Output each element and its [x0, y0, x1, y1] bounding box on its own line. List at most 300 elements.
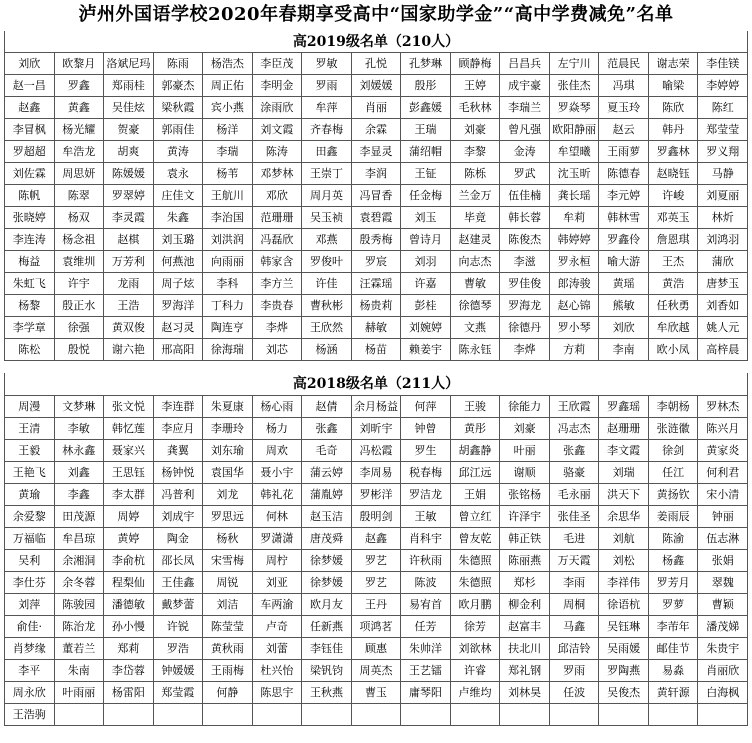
name-cell: 余月杨益: [351, 396, 401, 418]
table-row: [5, 638, 748, 660]
name-cell: 罗生: [401, 440, 451, 462]
name-cell: [203, 704, 253, 726]
name-cell: 徐芳: [450, 616, 500, 638]
name-cell: 徐语杭: [599, 594, 649, 616]
name-cell: 李烨: [500, 339, 550, 361]
name-cell: 赵鑫: [351, 528, 401, 550]
name-cell: 王雨梅: [203, 660, 253, 682]
name-cell: 杨光耀: [54, 119, 104, 141]
table-row: [5, 97, 748, 119]
table-row: [5, 572, 748, 594]
name-cell: 徐梦媛: [302, 550, 352, 572]
name-cell: 王骏: [450, 396, 500, 418]
name-cell: 杨涵: [302, 339, 352, 361]
name-cell: [54, 704, 104, 726]
name-cell: 车两渝: [252, 594, 302, 616]
name-cell: 韩丹: [648, 119, 698, 141]
name-cell: 蒲欣: [698, 251, 748, 273]
name-cell: 林永鑫: [54, 440, 104, 462]
name-cell: 任新燕: [302, 616, 352, 638]
name-cell: 李俞杭: [104, 550, 154, 572]
name-cell: 冯冒香: [351, 185, 401, 207]
name-cell: 杨洋: [203, 119, 253, 141]
name-cell: 孔悦: [351, 53, 401, 75]
name-cell: 曹颖: [698, 594, 748, 616]
name-cell: 吴俊杰: [599, 682, 649, 704]
name-cell: 张佳圣: [549, 506, 599, 528]
name-cell: 朱鑫: [153, 207, 203, 229]
name-cell: 陈思宇: [252, 682, 302, 704]
name-cell: 黄婷: [104, 528, 154, 550]
table-row: [5, 506, 748, 528]
name-cell: 陈栎: [450, 163, 500, 185]
name-cell: 黄秋雨: [203, 638, 253, 660]
name-cell: 欧阳静丽: [549, 119, 599, 141]
section-heading-2018: 高2018级名单（211人）: [4, 373, 748, 395]
name-cell: 毛永丽: [549, 484, 599, 506]
name-cell: 韩礼花: [252, 484, 302, 506]
name-cell: 李润: [351, 163, 401, 185]
name-cell: 罗武: [500, 163, 550, 185]
name-cell: 蒲云婷: [302, 462, 352, 484]
name-cell: 罗敏: [302, 53, 352, 75]
name-cell: 徐德琴: [450, 295, 500, 317]
name-cell: 胡爽: [104, 141, 154, 163]
name-cell: 刘玉: [401, 207, 451, 229]
name-cell: 陈俊杰: [500, 229, 550, 251]
name-cell: 彭鑫媛: [401, 97, 451, 119]
table-row: [5, 273, 748, 295]
name-cell: [648, 704, 698, 726]
name-cell: 邱江远: [450, 462, 500, 484]
name-cell: [302, 704, 352, 726]
name-cell: 卢奇: [252, 616, 302, 638]
name-cell: 郑杉: [500, 572, 550, 594]
name-cell: 龚翼: [153, 440, 203, 462]
name-cell: 李敏: [54, 418, 104, 440]
name-cell: 罗焱琴: [549, 97, 599, 119]
name-cell: 洛斌尼玛: [104, 53, 154, 75]
name-cell: 李连涛: [5, 229, 55, 251]
name-cell: 梅益: [5, 251, 55, 273]
table-row: [5, 682, 748, 704]
name-cell: 李珊玲: [203, 418, 253, 440]
name-cell: 万福临: [5, 528, 55, 550]
name-cell: 王艳飞: [5, 462, 55, 484]
name-cell: 刘蕾: [252, 638, 302, 660]
name-cell: 赵鑫: [5, 97, 55, 119]
table-row: [5, 339, 748, 361]
table-row: [5, 594, 748, 616]
name-cell: 朱贵宇: [698, 638, 748, 660]
name-cell: 王婷: [450, 75, 500, 97]
name-cell: 龚长瑶: [549, 185, 599, 207]
name-cell: 李烨: [252, 317, 302, 339]
name-cell: 王艺镭: [401, 660, 451, 682]
name-cell: 周欢: [252, 440, 302, 462]
name-cell: 翠魏: [698, 572, 748, 594]
name-cell: 冯普利: [153, 484, 203, 506]
name-cell: 冯琪: [599, 75, 649, 97]
name-cell: 刘成宇: [153, 506, 203, 528]
name-cell: 顾静梅: [450, 53, 500, 75]
name-cell: 白海枫: [698, 682, 748, 704]
name-cell: 谢志荣: [648, 53, 698, 75]
name-cell: 钟丽: [698, 506, 748, 528]
name-cell: 项鸿茗: [351, 616, 401, 638]
name-cell: 罗彬洋: [351, 484, 401, 506]
name-cell: 钟媛媛: [153, 660, 203, 682]
name-cell: 罗小琴: [549, 317, 599, 339]
name-cell: 郑莉: [104, 638, 154, 660]
name-cell: 李钰佳: [302, 638, 352, 660]
name-cell: 杨钟悦: [153, 462, 203, 484]
name-cell: 朱德照: [450, 572, 500, 594]
name-cell: 杨黎: [5, 295, 55, 317]
table-row: [5, 75, 748, 97]
name-cell: 范珊珊: [252, 207, 302, 229]
name-cell: 成宇豪: [500, 75, 550, 97]
name-cell: 陈兴月: [698, 418, 748, 440]
name-cell: 李朝杨: [648, 396, 698, 418]
name-cell: 王雨萝: [599, 141, 649, 163]
name-cell: 黄瑜: [5, 484, 55, 506]
name-cell: 何燕池: [153, 251, 203, 273]
name-cell: 李平: [5, 660, 55, 682]
name-cell: 杨浩杰: [203, 53, 253, 75]
name-cell: 罗潇潇: [252, 528, 302, 550]
name-cell: 李学章: [5, 317, 55, 339]
name-cell: 李南: [599, 339, 649, 361]
name-cell: 李黎: [450, 141, 500, 163]
name-cell: 何林: [252, 506, 302, 528]
name-cell: 刘萍: [5, 594, 55, 616]
name-cell: 喻梁: [648, 75, 698, 97]
name-cell: [549, 704, 599, 726]
name-cell: 赵倩: [302, 396, 352, 418]
name-cell: 李元婷: [599, 185, 649, 207]
name-cell: 刘昕宇: [351, 418, 401, 440]
name-cell: 郑莹霞: [153, 682, 203, 704]
name-cell: 曾友乾: [450, 528, 500, 550]
name-cell: 肖丽欣: [698, 660, 748, 682]
table-row: [5, 207, 748, 229]
name-cell: 刘航: [599, 528, 649, 550]
name-cell: 刘文霞: [252, 119, 302, 141]
name-cell: 王杰: [648, 251, 698, 273]
name-cell: 张娟: [698, 550, 748, 572]
name-cell: 任江: [648, 462, 698, 484]
name-cell: 庸琴阳: [401, 682, 451, 704]
name-cell: 李仕芬: [5, 572, 55, 594]
name-cell: 汪霖瑶: [351, 273, 401, 295]
name-cell: 陶金: [153, 528, 203, 550]
name-cell: 刘东瑜: [203, 440, 253, 462]
name-cell: 许睿: [450, 660, 500, 682]
name-cell: 罗浩: [153, 638, 203, 660]
name-cell: 夏玉玲: [599, 97, 649, 119]
name-table-2019: [4, 52, 748, 361]
name-cell: 任芳: [401, 616, 451, 638]
name-cell: 孙小慢: [104, 616, 154, 638]
name-cell: 毛秋林: [450, 97, 500, 119]
name-cell: [500, 704, 550, 726]
name-cell: 刘洁: [203, 594, 253, 616]
name-cell: 牟昌琼: [54, 528, 104, 550]
name-cell: 梁秋霞: [153, 97, 203, 119]
name-cell: 李臣茂: [252, 53, 302, 75]
name-cell: 赖姜宇: [401, 339, 451, 361]
name-cell: 冯松霞: [351, 440, 401, 462]
name-cell: 左宁川: [549, 53, 599, 75]
name-cell: 杨苗: [351, 339, 401, 361]
name-cell: 赵云: [599, 119, 649, 141]
name-cell: 李瑞兰: [500, 97, 550, 119]
name-cell: 俞佳·: [5, 616, 55, 638]
name-cell: 罗永桓: [549, 251, 599, 273]
name-cell: 欧月鹏: [450, 594, 500, 616]
name-cell: 柳金利: [500, 594, 550, 616]
name-cell: 殷明剑: [351, 506, 401, 528]
name-cell: 罗宸: [351, 251, 401, 273]
name-cell: 郎涛骏: [549, 273, 599, 295]
name-cell: 黄轩源: [648, 682, 698, 704]
name-cell: 王钲: [401, 163, 451, 185]
name-cell: 周月英: [302, 185, 352, 207]
table-row: [5, 53, 748, 75]
name-cell: 邓梦林: [252, 163, 302, 185]
name-cell: 李佳镁: [698, 53, 748, 75]
name-cell: 殷秀梅: [351, 229, 401, 251]
name-cell: 周英杰: [351, 660, 401, 682]
table-row: [5, 418, 748, 440]
name-cell: 金涛: [500, 141, 550, 163]
name-cell: 曾立红: [450, 506, 500, 528]
name-cell: 赫敏: [351, 317, 401, 339]
name-cell: 罗俊叶: [302, 251, 352, 273]
name-cell: 张鑫: [302, 418, 352, 440]
name-cell: 黄涛: [153, 141, 203, 163]
name-cell: 李方兰: [252, 273, 302, 295]
name-cell: 牟欣越: [648, 317, 698, 339]
name-cell: 欧月友: [302, 594, 352, 616]
name-cell: 袁国华: [203, 462, 253, 484]
name-cell: 韩长蓉: [500, 207, 550, 229]
name-cell: 聂小宇: [252, 462, 302, 484]
name-cell: 范晨民: [599, 53, 649, 75]
name-cell: 李婷婷: [698, 75, 748, 97]
name-cell: 罗鑫: [54, 75, 104, 97]
name-cell: 文燕: [450, 317, 500, 339]
name-cell: 刘夏丽: [698, 185, 748, 207]
name-cell: 袁永: [153, 163, 203, 185]
name-cell: 马静: [698, 163, 748, 185]
name-cell: 王丹: [351, 594, 401, 616]
name-cell: 李岱蓉: [104, 660, 154, 682]
name-cell: 唐茂舜: [302, 528, 352, 550]
name-cell: 李雨: [549, 572, 599, 594]
name-cell: 张铭杨: [500, 484, 550, 506]
name-cell: 陈丽燕: [500, 550, 550, 572]
name-cell: 姜雨辰: [648, 506, 698, 528]
name-cell: 扶北川: [500, 638, 550, 660]
name-cell: 罗义翔: [698, 141, 748, 163]
name-table-2018: [4, 395, 748, 726]
name-cell: 邵长凤: [153, 550, 203, 572]
name-cell: 陈骏园: [54, 594, 104, 616]
name-cell: 陈红: [698, 97, 748, 119]
name-cell: 张文悦: [104, 396, 154, 418]
name-cell: 刘香如: [698, 295, 748, 317]
name-cell: 方莉: [549, 339, 599, 361]
name-cell: 詹恩琪: [648, 229, 698, 251]
name-cell: 欧小凤: [648, 339, 698, 361]
name-cell: 杨念祖: [54, 229, 104, 251]
name-cell: 陈松: [5, 339, 55, 361]
name-cell: 罗萝: [648, 594, 698, 616]
name-cell: 王毅: [5, 440, 55, 462]
name-cell: 向雨丽: [203, 251, 253, 273]
name-cell: 刘欣: [5, 53, 55, 75]
name-cell: 王思钰: [104, 462, 154, 484]
name-cell: 刘佐霖: [5, 163, 55, 185]
name-cell: 陈欣: [648, 97, 698, 119]
name-cell: 罗思远: [203, 506, 253, 528]
name-cell: 陈涛: [252, 141, 302, 163]
name-cell: 李灵霞: [104, 207, 154, 229]
name-cell: 刘玉璐: [153, 229, 203, 251]
name-cell: 罗超超: [5, 141, 55, 163]
name-cell: 周柠: [252, 550, 302, 572]
name-cell: 刘婉婷: [401, 317, 451, 339]
name-cell: 赵建灵: [450, 229, 500, 251]
name-cell: 徐强: [54, 317, 104, 339]
name-cell: 曹秋彬: [302, 295, 352, 317]
name-cell: 李显灵: [351, 141, 401, 163]
name-cell: 曹敏: [450, 273, 500, 295]
name-cell: 罗林杰: [698, 396, 748, 418]
name-cell: 毛进: [549, 528, 599, 550]
section-heading-2019: 高2019级名单（210人）: [4, 31, 748, 53]
name-cell: 肖丽: [351, 97, 401, 119]
name-cell: 余爱黎: [5, 506, 55, 528]
name-cell: 邓欣: [252, 185, 302, 207]
name-cell: 兰金万: [450, 185, 500, 207]
name-cell: 蒲绍帽: [401, 141, 451, 163]
table-row: [5, 119, 748, 141]
name-cell: 叶丽: [500, 440, 550, 462]
table-row: [5, 484, 748, 506]
name-cell: 张晓婷: [5, 207, 55, 229]
name-cell: 牟萍: [302, 97, 352, 119]
name-cell: 杜兴怡: [252, 660, 302, 682]
name-cell: 殷悦: [54, 339, 104, 361]
name-cell: 卢维均: [450, 682, 500, 704]
name-cell: 贺豪: [104, 119, 154, 141]
name-cell: 罗海洋: [153, 295, 203, 317]
name-cell: 聂家兴: [104, 440, 154, 462]
name-cell: 胡鑫静: [450, 440, 500, 462]
name-cell: 杨鑫: [648, 550, 698, 572]
name-cell: 赵棋: [104, 229, 154, 251]
name-cell: [401, 704, 451, 726]
name-cell: 谢六艳: [104, 339, 154, 361]
name-cell: 周正佑: [203, 75, 253, 97]
name-cell: 杨雷阳: [104, 682, 154, 704]
name-cell: 李瑞: [203, 141, 253, 163]
name-cell: 田鑫: [302, 141, 352, 163]
name-cell: 伍志淋: [698, 528, 748, 550]
name-cell: 曾诗月: [401, 229, 451, 251]
name-cell: 罗佳俊: [500, 273, 550, 295]
name-cell: 涂雨欣: [252, 97, 302, 119]
name-cell: 周桐: [549, 594, 599, 616]
name-cell: 王欣然: [302, 317, 352, 339]
name-cell: 袁维圳: [54, 251, 104, 273]
name-cell: 丁科力: [203, 295, 253, 317]
name-cell: 朱夏康: [203, 396, 253, 418]
name-cell: 张佳杰: [549, 75, 599, 97]
name-cell: 齐春梅: [302, 119, 352, 141]
name-cell: 郑礼钢: [500, 660, 550, 682]
name-cell: 罗洁龙: [401, 484, 451, 506]
name-cell: 徐能力: [500, 396, 550, 418]
name-cell: 杨力: [252, 418, 302, 440]
name-cell: 罗雨: [302, 75, 352, 97]
name-cell: 何静: [203, 682, 253, 704]
name-cell: 潘茂娣: [698, 616, 748, 638]
name-cell: 牟浩龙: [54, 141, 104, 163]
name-cell: 刘豪: [450, 119, 500, 141]
name-cell: 黄瑶: [599, 273, 649, 295]
name-cell: 万芳利: [104, 251, 154, 273]
name-cell: 陈媛媛: [104, 163, 154, 185]
name-cell: 牟望曦: [549, 141, 599, 163]
name-cell: 龙雨: [104, 273, 154, 295]
name-cell: 宋雪梅: [203, 550, 253, 572]
table-row: [5, 396, 748, 418]
name-cell: 李文霞: [599, 440, 649, 462]
name-cell: 冯志杰: [549, 418, 599, 440]
table-row: [5, 616, 748, 638]
name-cell: 罗雨: [549, 660, 599, 682]
name-cell: 叶雨丽: [54, 682, 104, 704]
name-cell: 赵富丰: [500, 616, 550, 638]
name-cell: 吕昌兵: [500, 53, 550, 75]
name-cell: 许锐: [153, 616, 203, 638]
name-cell: 郭豪杰: [153, 75, 203, 97]
name-cell: 黄彤: [450, 418, 500, 440]
name-cell: 徐海瑞: [203, 339, 253, 361]
name-cell: 洪天下: [599, 484, 649, 506]
table-row: [5, 440, 748, 462]
name-cell: 许泽宇: [500, 506, 550, 528]
name-cell: 陈雨: [153, 53, 203, 75]
table-row: [5, 317, 748, 339]
name-cell: 刘鑫: [54, 462, 104, 484]
name-cell: 吴钰琳: [599, 616, 649, 638]
name-cell: [252, 704, 302, 726]
name-cell: 张涟徽: [648, 418, 698, 440]
name-cell: 朱帅洋: [401, 638, 451, 660]
name-cell: 吴玉祯: [302, 207, 352, 229]
name-cell: 刘洪润: [203, 229, 253, 251]
name-cell: 马鑫: [549, 616, 599, 638]
name-cell: 宾小燕: [203, 97, 253, 119]
name-cell: 顾惠: [351, 638, 401, 660]
name-cell: 蒲胤婷: [302, 484, 352, 506]
table-row: [5, 528, 748, 550]
